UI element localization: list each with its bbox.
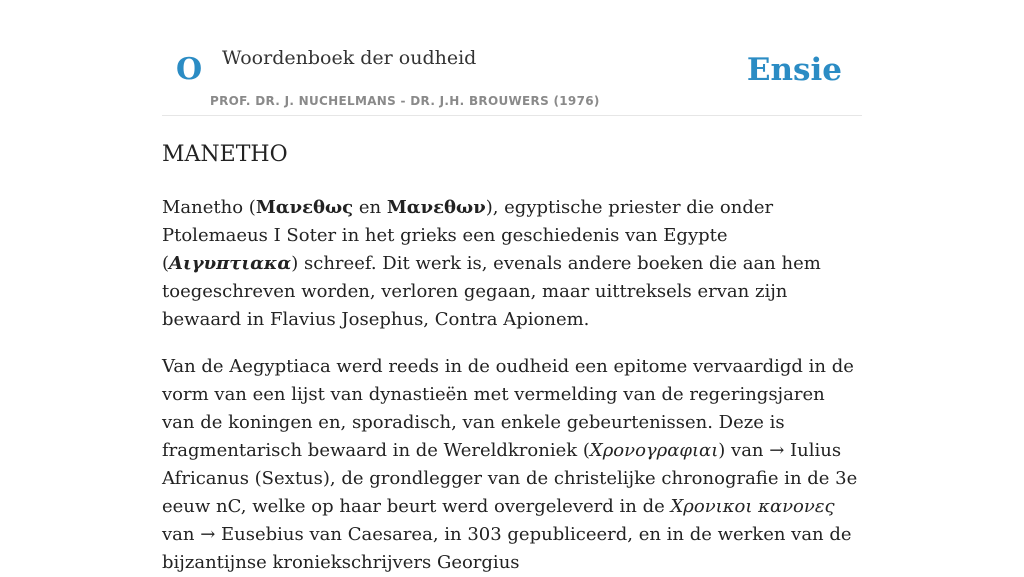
cross-reference-link[interactable]: → Eusebius van Caesarea <box>200 524 433 545</box>
text-span: Van de Aegyptiaca werd reeds in de oudheid een epitome vervaardigd in de vorm van een lijst van dynastieën met vermelding van de regeringsjaren van de koningen en, sporadisch, van enkele gebeurtenissen. Deze is fragmentarisch bewaard in de Wereldkroniek ( <box>162 356 854 461</box>
greek-term: Μανεθως <box>255 197 354 218</box>
text-span: ) schreef. Dit werk is, evenals andere boeken die aan hem toegeschreven worden, verloren gegaan, maar uittreksels ervan zijn bewaard in Flavius Josephus, Contra Apionem. <box>162 253 821 330</box>
text-span: Manetho ( <box>162 197 256 218</box>
greek-term: Χρονικοι κανονες <box>670 496 835 517</box>
book-title[interactable]: Woordenboek der oudheid <box>222 47 477 69</box>
entry-paragraph-2 <box>162 353 862 577</box>
greek-term: Μανεθων <box>386 197 486 218</box>
text-span: en <box>353 197 387 218</box>
book-authors: PROF. DR. J. NUCHELMANS - DR. J.H. BROUWERS (1976) <box>210 94 600 108</box>
text-span: , in 303 gepubliceerd, en in de werken van de bijzantijnse kroniekschrijvers Georgius <box>162 524 852 573</box>
greek-term: Χρονογραφιαι <box>589 440 719 461</box>
entry-paragraph-1 <box>162 194 862 334</box>
brand-logo[interactable]: Ensie <box>746 52 842 88</box>
greek-term: Αιγυπτιακα <box>169 253 292 274</box>
text-span: ) van <box>718 440 770 461</box>
site-header <box>162 0 862 116</box>
text-span: van <box>162 524 201 545</box>
page-container <box>162 0 862 577</box>
text-span: ), egyptische priester die onder Ptolemaeus I Soter in het grieks een geschiedenis van Egypte ( <box>162 197 774 274</box>
text-span: , de grondlegger van de christelijke chronografie in de 3e eeuw nC, welke op haar beurt werd overgeleverd in de <box>162 468 858 517</box>
entry-title: MANETHO <box>162 142 288 167</box>
cross-reference-link[interactable]: → Iulius Africanus (Sextus) <box>162 440 842 489</box>
book-logo[interactable]: O <box>176 52 203 87</box>
